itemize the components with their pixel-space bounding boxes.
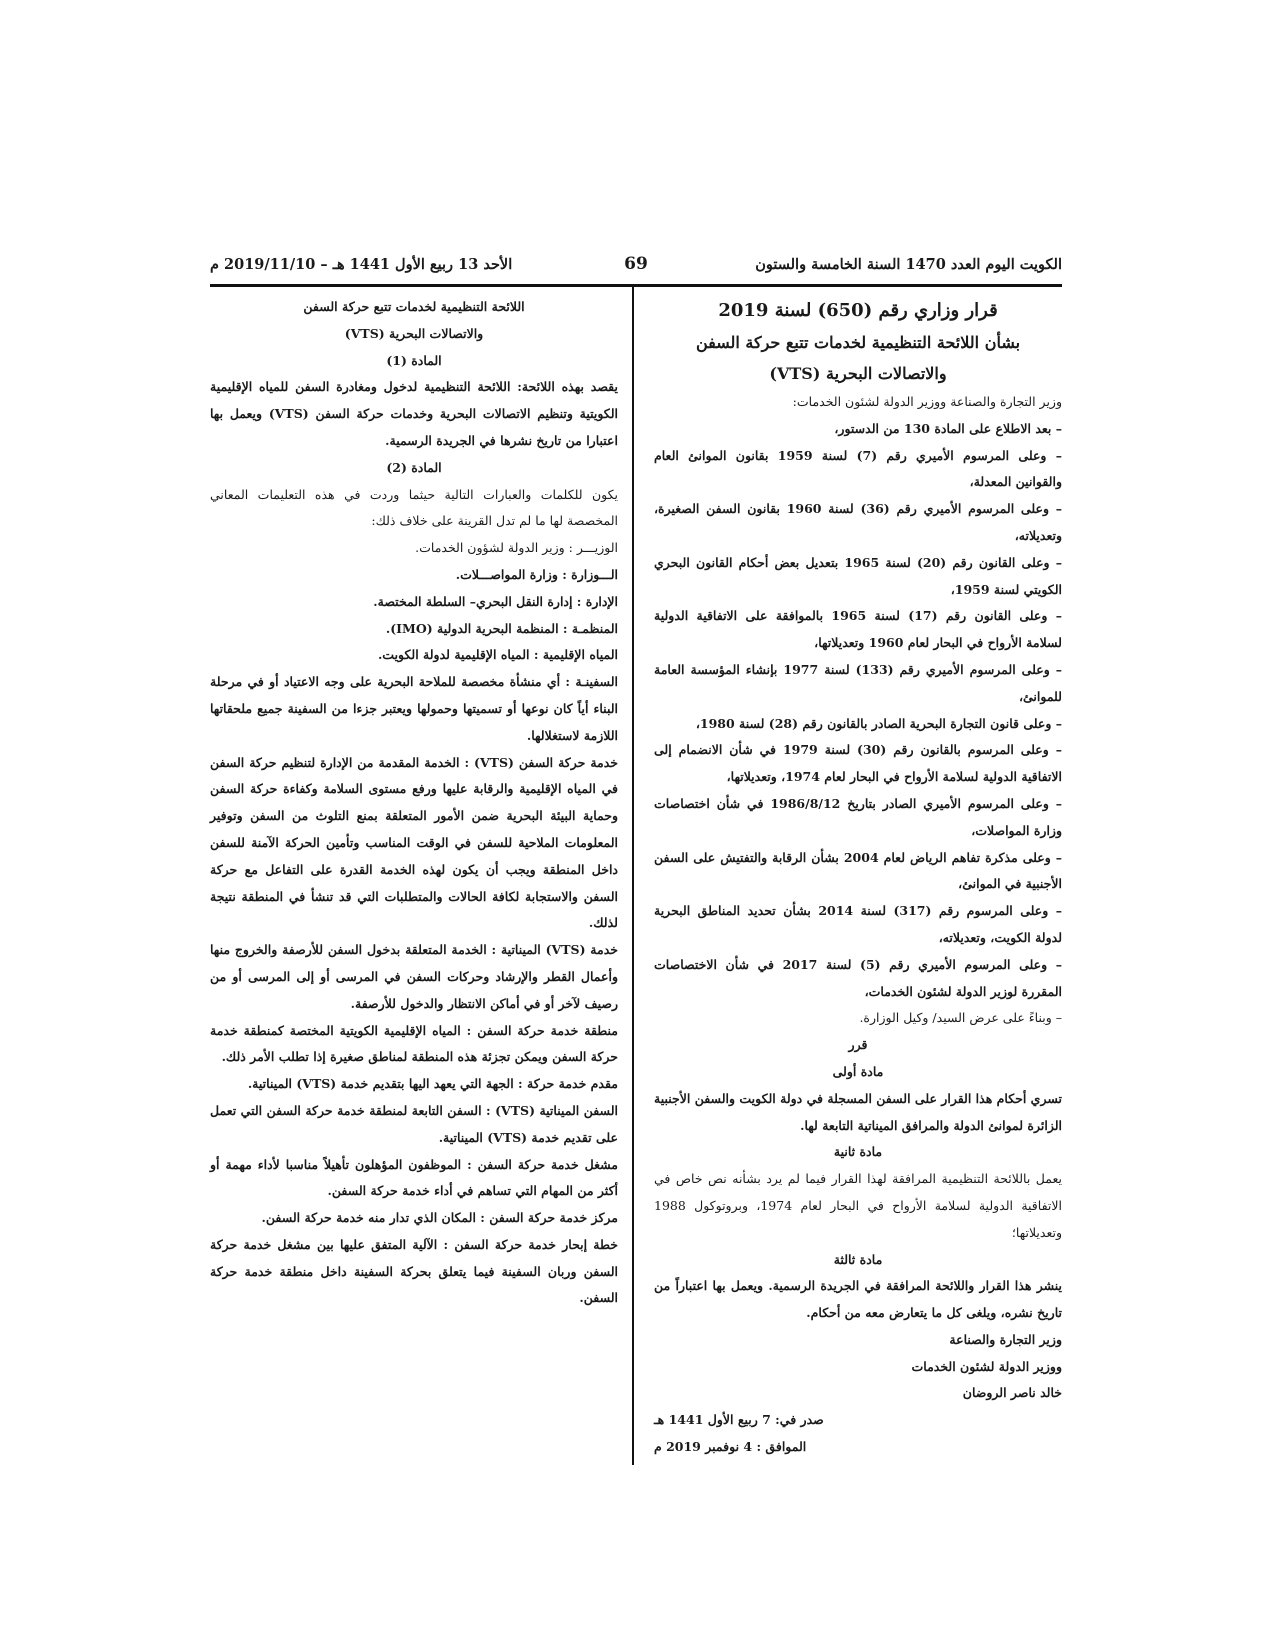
regulation-article-2-text: يكون للكلمات والعبارات التالية حيثما وردت في هذه التعليمات المعاني المخصصة لها ما لم تدل القرينة على خلاف ذلك: xyxy=(210,486,618,529)
regulation-title-2: والاتصالات البحرية (VTS) xyxy=(344,325,484,341)
recital: – وعلى المرسوم الأميري رقم (7) لسنة 1959 بقانون الموانئ العام والقوانين المعدلة، xyxy=(654,447,1062,490)
recital: – وعلى المرسوم الأميري رقم (36) لسنة 1960 بقانون السفن الصغيرة، وتعديلاته، xyxy=(654,501,1062,543)
article-1-text: تسري أحكام هذا القرار على السفن المسجلة في دولة الكويت والسفن الأجنبية الزائرة لموانئ الدولة والمرافق الميناتية التابعة لها. xyxy=(654,1090,1062,1133)
regulation-title-1: اللائحة التنظيمية لخدمات تتبع حركة السفن xyxy=(303,299,525,314)
definition: الإدارة : إدارة النقل البحري– السلطة المختصة. xyxy=(373,593,618,609)
recital: – وعلى المرسوم الأميري رقم (5) لسنة 2017 في شأن الاختصاصات المقررة لوزير الدولة لشئون الخدمات، xyxy=(654,956,1062,999)
decree-title: قرار وزاري رقم (650) لسنة 2019 xyxy=(718,300,998,321)
article-2-text: يعمل باللائحة التنظيمية المرافقة لهذا القرار فيما لم يرد بشأنه نص خاص في الاتفاقية الدولية لسلامة الأرواح في البحار لعام 1974، وبروتوكول 1988 وتعديلاتها؛ xyxy=(654,1171,1062,1240)
recital: – وعلى القانون رقم (17) لسنة 1965 بالموافقة على الاتفاقية الدولية لسلامة الأرواح في البحار لعام 1960 وتعديلاتها، xyxy=(654,608,1063,651)
signatory-title-2: ووزير الدولة لشئون الخدمات xyxy=(911,1358,1062,1374)
decree-column xyxy=(654,294,1062,1461)
definition: مركز خدمة حركة السفن : المكان الذي تدار منه خدمة حركة السفن. xyxy=(261,1210,618,1226)
recital: – وعلى مذكرة تفاهم الرياض لعام 2004 بشأن الرقابة والتفتيش على السفن الأجنبية في الموانئ، xyxy=(654,849,1062,892)
definition: خطة إبحار خدمة حركة السفن : الآلية المتفق عليها بين مشغل خدمة حركة السفن وربان السفينة فيما يتعلق بحركة السفينة داخل منطقة خدمة حركة السفن. xyxy=(210,1236,618,1306)
decree-subtitle-1: بشأن اللائحة التنظيمية لخدمات تتبع حركة السفن xyxy=(695,333,1021,352)
definition: مقدم خدمة حركة : الجهة التي يعهد اليها بتقديم خدمة (VTS) الميناتية. xyxy=(247,1076,618,1092)
decree-subtitle-2: والاتصالات البحرية (VTS) xyxy=(769,364,947,383)
recital: – وعلى المرسوم بالقانون رقم (30) لسنة 1979 في شأن الانضمام إلى الاتفاقية الدولية لسلامة الأرواح في البحار لعام 1974، وتعديلاتها، xyxy=(654,742,1062,785)
recital: – بعد الاطلاع على المادة 130 من الدستور، xyxy=(834,420,1062,436)
regulation-article-1-heading: المادة (1) xyxy=(386,352,442,368)
regulation-article-2-heading: المادة (2) xyxy=(386,459,442,475)
regulation-column xyxy=(210,294,618,1312)
signatory-title-1: وزير التجارة والصناعة xyxy=(949,1331,1062,1347)
header-rule xyxy=(210,284,1062,287)
recital: – وعلى القانون رقم (20) لسنة 1965 بتعديل بعض أحكام القانون البحري الكويتي لسنة 1959، xyxy=(654,554,1062,597)
article-1-heading: مادة أولى xyxy=(832,1063,884,1079)
page-header xyxy=(210,250,1062,288)
definition: المياه الإقليمية : المياه الإقليمية لدولة الكويت. xyxy=(377,647,618,663)
page-number: 69 xyxy=(624,254,648,274)
article-3-text: ينشر هذا القرار واللائحة المرافقة في الجريدة الرسمية. ويعمل بها اعتباراً من تاريخ نشره، ويلغى كل ما يتعارض معه من أحكام. xyxy=(654,1278,1062,1321)
definition: مشغل خدمة حركة السفن : الموظفون المؤهلون تأهيلاً مناسبا لأداء مهمة أو أكثر من المهام التي تساهم في أداء خدمة حركة السفن. xyxy=(210,1156,618,1199)
definition: خدمة (VTS) الميناتية : الخدمة المتعلقة بدخول السفن للأرصفة والخروج منها وأعمال القطر والإرشاد وحركات السفن في المرسى أو إلى المرسى أو من رصيف لآخر أو في أماكن الانتظار والدخول للأرصفة. xyxy=(210,942,618,1011)
article-2-heading: مادة ثانية xyxy=(833,1144,883,1160)
recital: – وعلى المرسوم الأميري رقم (133) لسنة 1977 بإنشاء المؤسسة العامة للموانئ، xyxy=(654,661,1062,704)
gazette-issue-info: الكويت اليوم العدد 1470 السنة الخامسة والستون xyxy=(755,256,1062,273)
article-3-heading: مادة ثالثة xyxy=(833,1251,883,1267)
definition: السفينـة : أي منشأة مخصصة للملاحة البحرية على وجه الاعتياد أو في مرحلة البناء أياً كان نوعها أو تسميتها وحمولها ويعتبر جزءا من السفينة جميع ملحقاتها اللازمة لاستغلالها. xyxy=(210,674,618,743)
recital: – وعلى قانون التجارة البحرية الصادر بالقانون رقم (28) لسنة 1980، xyxy=(695,715,1062,731)
header-date: الأحد 13 ربيع الأول 1441 هـ – 2019/11/10 م xyxy=(210,256,513,273)
decided-heading: قرر xyxy=(848,1037,868,1053)
gazette-page xyxy=(210,250,1062,1465)
recital: – وعلى المرسوم رقم (317) لسنة 2014 بشأن تحديد المناطق البحرية لدولة الكويت، وتعديلاته، xyxy=(654,903,1062,945)
definition: السفن الميناتية (VTS) : السفن التابعة لمنطقة خدمة حركة السفن التي تعمل على تقديم خدمة (VTS) الميناتية. xyxy=(210,1102,618,1145)
gregorian-date: الموافق : 4 نوفمبر 2019 م xyxy=(654,1439,807,1455)
recital: – وعلى المرسوم الأميري الصادر بتاريخ 1986/8/12 في شأن اختصاصات وزارة المواصلات، xyxy=(654,795,1062,838)
column-divider xyxy=(632,287,634,1465)
definition: المنظمـة : المنظمة البحرية الدولية (IMO). xyxy=(385,620,618,636)
regulation-article-1-text: يقصد بهذه اللائحة: اللائحة التنظيمية لدخول ومغادرة السفن للمياه الإقليمية الكويتية وتنظيم الاتصالات البحرية وخدمات حركة السفن (VTS) ويعمل بها اعتبارا من تاريخ نشرها في الجريدة الرسمية. xyxy=(210,379,618,448)
issue-date: صدر في: 7 ربيع الأول 1441 هـ xyxy=(654,1412,824,1428)
signatory-name: خالد ناصر الروضان xyxy=(962,1385,1062,1401)
definition: الوزيـــر : وزير الدولة لشؤون الخدمات. xyxy=(415,540,618,556)
definition: خدمة حركة السفن (VTS) : الخدمة المقدمة من الإدارة لتنظيم حركة السفن في المياه الإقليمية والرقابة عليها ورفع مستوى السلامة وكفاءة حركة السفن وحماية البيئة البحرية ضمن الأمور المتعلقة بمنع التلوث من السفن وتوفير المعلومات الملاحية للسفن في الوقت المناسب وتأمين الحركة الآمنة للسفن داخل المنطقة ويجب أن يكون لهذه الخدمة القدرة على التفاعل مع حركة السفن والاستجابة لكافة الحالات والمتطلبات التي قد تنشأ في المنطقة نتيجة لذلك. xyxy=(210,754,619,931)
decree-intro: وزير التجارة والصناعة ووزير الدولة لشئون الخدمات: xyxy=(792,394,1062,409)
recital: – وبناءً على عرض السيد/ وكيل الوزارة. xyxy=(859,1010,1062,1026)
definition: الـــوزارة : وزارة المواصـــلات. xyxy=(455,566,618,582)
definition: منطقة خدمة حركة السفن : المياه الإقليمية الكويتية المختصة كمنطقة خدمة حركة السفن ويمكن تجزئة هذه المنطقة لمناطق صغيرة إذا تطلب الأمر ذلك. xyxy=(210,1022,618,1065)
